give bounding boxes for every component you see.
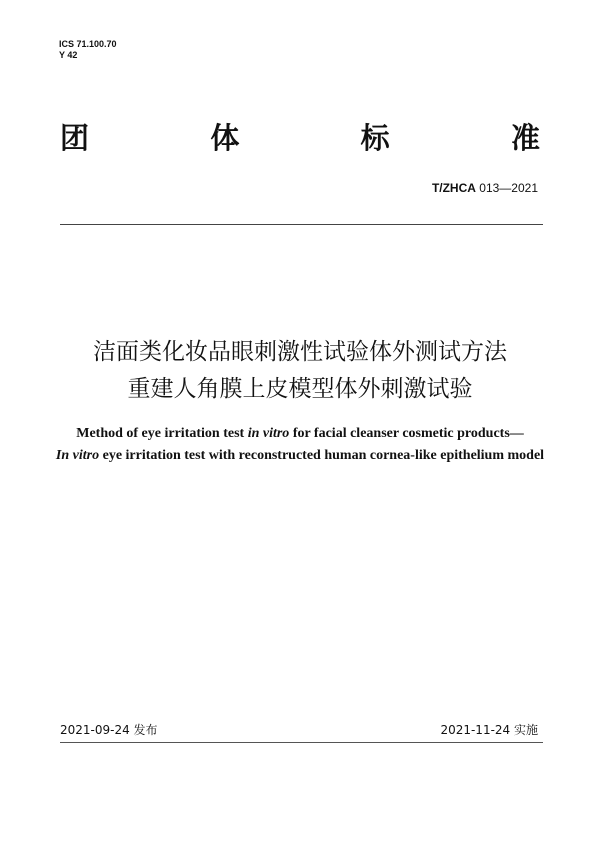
title-cn-line-2: 重建人角膜上皮模型体外刺激试验 [127,376,473,402]
standard-type-char-4: 准 [510,121,540,155]
classification-codes [59,39,117,61]
title-cn-line-1: 洁面类化妆品眼刺激性试验体外测试方法 [93,339,507,365]
title-en-line-2-part-2: eye irritation test with reconstructed human cornea-like epithelium model [99,448,545,463]
title-en-line-1-part-1: Method of eye irritation test [76,426,248,441]
standard-number-prefix: T/ZHCA [431,181,476,195]
standard-type-char-1: 团 [60,121,90,155]
title-en-line-1-italic: in vitro [247,426,290,441]
title-en-line-2 [20,446,580,466]
title-en-line-2-italic: In vitro [55,448,100,463]
standard-number [432,181,538,196]
implementation-date: 2021-11-24 实施 [440,723,538,737]
issue-date: 2021-09-24 发布 [60,723,158,737]
title-en-line-1-part-2: for facial cleanser cosmetic products— [289,426,524,441]
title-en-line-1 [20,424,580,444]
standard-type [60,120,540,156]
standard-type-char-2: 体 [210,121,240,155]
ics-code: ICS 71.100.70 [59,39,117,49]
ccs-code: Y 42 [59,50,78,60]
header-divider [60,224,543,225]
standard-number-value: 013—2021 [479,181,538,195]
standard-type-char-3: 标 [360,121,390,155]
footer-divider [60,742,543,743]
